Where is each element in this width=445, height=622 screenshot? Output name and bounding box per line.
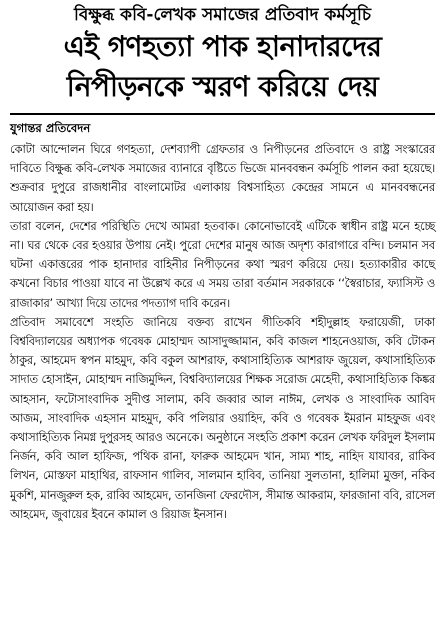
paragraph-1: কোটা আন্দোলন ঘিরে গণহত্যা, দেশব্যাপী গ্রেফতার ও নিপীড়নের প্রতিবাদে ও রাষ্ট্র সংস্কারের দাবিতে বিক্ষুব্ধ কবি-লেখক সমাজের ব্যানারে বৃষ্টিতে ভিজে মানববন্ধন কর্মসূচি পালন করা হয়েছে। শুক্রবার দুপুরে রাজধানীর বাংলামোটর এলাকায় বিশ্বসাহিত্য কেন্দ্রের সামনে এ মানববন্ধনের আয়োজন করা হয়। bbox=[10, 143, 435, 214]
headline-divider bbox=[10, 113, 435, 115]
byline: যুগান্তর প্রতিবেদন bbox=[10, 121, 91, 135]
paragraph-2: তারা বলেন, দেশের পরিস্থিতি দেখে আমরা হতবাক। কোনোভাবেই এটিকে স্বাধীন রাষ্ট্র মনে হচ্ছে না। ঘর থেকে বের হওয়ার উপায় নেই। পুরো দেশের মানুষ আজ অদৃশ্য কারাগারে বন্দি। চলমান সব ঘটনা একাত্তরের পাক হানাদার বাহিনীর নিপীড়নের কথা স্মরণ করিয়ে দেয়। হত্যাকারীর কাছে কখনো বিচার পাওয়া যাবে না উল্লেখ করে এ সময় তারা বর্তমান সরকারকে ‘‘স্বৈরাচার, ফ্যাসিস্ট ও রাজাকার’ আখ্যা দিয়ে তাদের পদত্যাগ দাবি করেন। bbox=[10, 219, 435, 310]
kicker-line: বিক্ষুব্ধ কবি-লেখক সমাজের প্রতিবাদ কর্মসূচি bbox=[73, 5, 372, 25]
paragraph-3: প্রতিবাদ সমাবেশে সংহতি জানিয়ে বক্তব্য রাখেন গীতিকবি শহীদুল্লাহ ফরায়েজী, ঢাকা বিশ্ববিদ্যালয়ের অধ্যাপক গবেষক মোহাম্মদ আসাদুজ্জামান, কবি কাজল শাহনেওয়াজ, কবি টোকন ঠাকুর, আহমেদ স্বপন মাহমুদ, কবি বকুল আশরাফ, কথাসাহিত্যিক আশরাফ জুয়েল, কথাসাহিত্যিক সাদাত হোসাইন, মোহাম্মদ নাজিমুদ্দিন, বিশ্ববিদ্যালয়ের শিক্ষক সরোজ মেহেদী, কথাসাহিত্যিক কিঙ্কর আহসান, ফটোসাংবাদিক সুদীপ্ত সালাম, কবি জব্বার আল নাঈম, লেখক ও সাংবাদিক আবিদ আজম, সাংবাদিক এহসান মাহমুদ, কবি পলিয়ার ওয়াহিদ, কবি ও গবেষক ইমরান মাহফুজ এবং কথাসাহিত্যিক নিমগ্ন দুপুরসহ আরও অনেকে। অনুষ্ঠানে সংহতি প্রকাশ করেন লেখক ফরিদুল ইসলাম নির্জন, কবি আল হাফিজ, পথিক রানা, ফারুক আহমেদ খান, সাম্য শাহ, নাহিদ যাযাবর, রাকিব লিখন, মোস্তফা মাহাথির, রাফসান গালিব, সালমান হাবিব, তানিয়া সুলতানা, হালিমা মুক্তা, নকিব মুকশি, মানজুরুল হক, রাব্বি আহমেদ, তানজিনা ফেরদৌস, সীমান্ত আকরাম, ফারজানা ববি, রাসেল আহমেদ, জুবায়ের ইবনে কামাল ও রিয়াজ ইনসান। bbox=[10, 315, 435, 521]
headline-line-1: এই গণহত্যা পাক হানাদারদের bbox=[63, 30, 382, 63]
article-body bbox=[10, 140, 435, 524]
headline-line-2: নিপীড়নকে স্মরণ করিয়ে দেয় bbox=[66, 70, 379, 103]
